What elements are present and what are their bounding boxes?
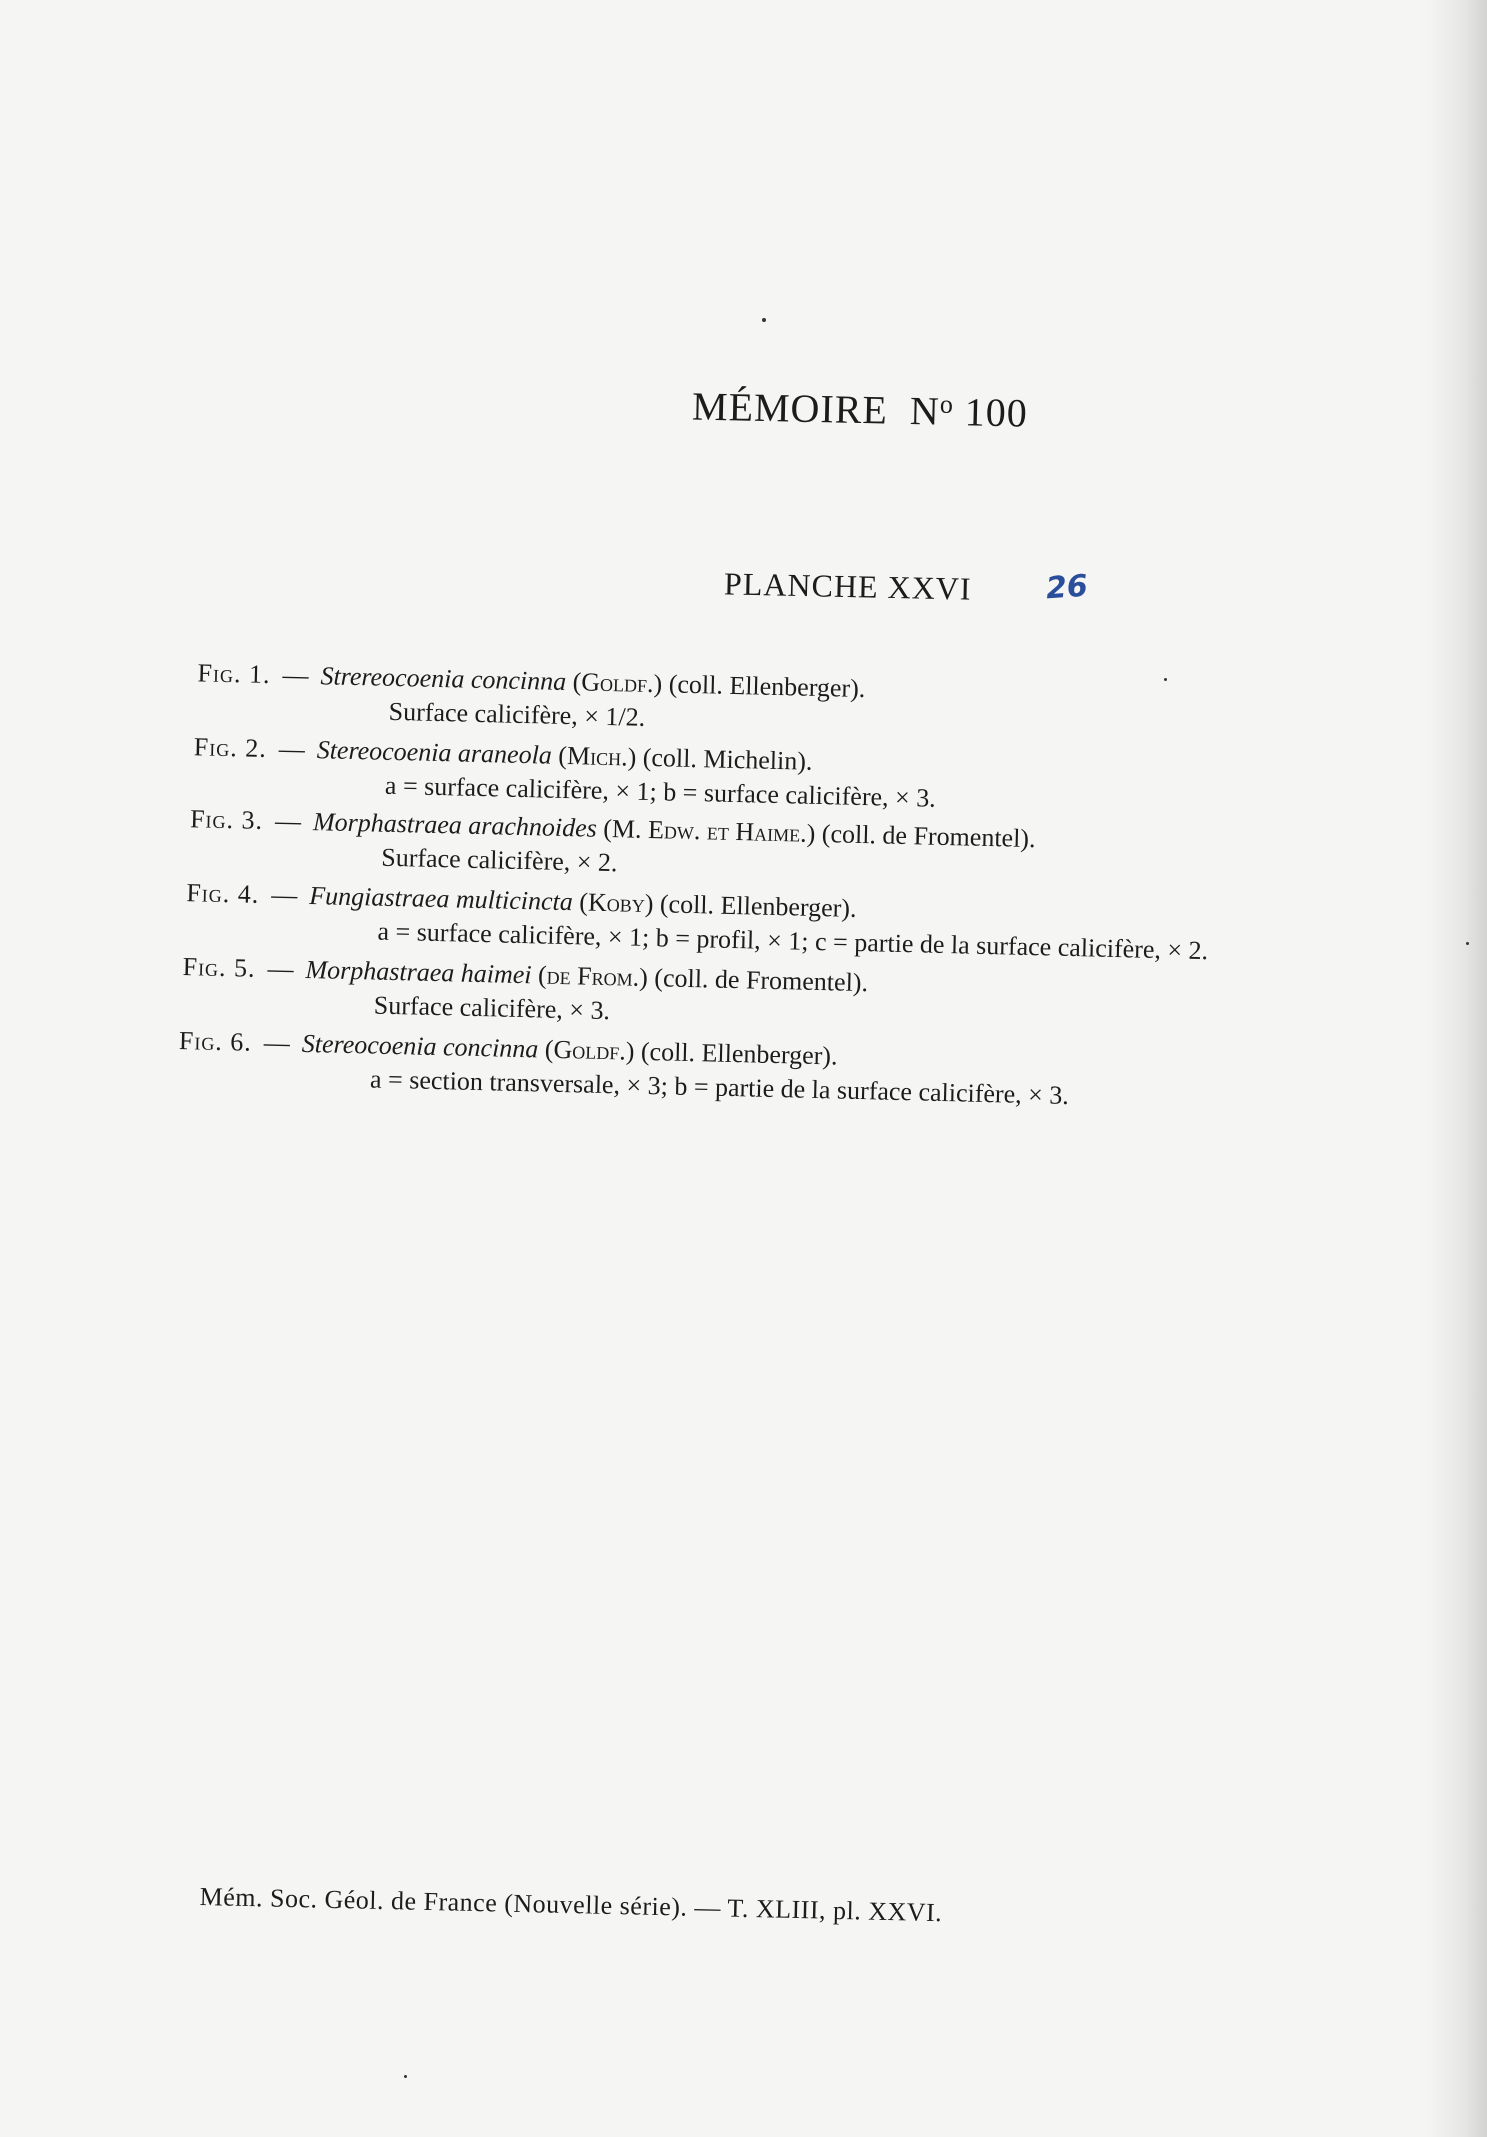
handwritten-note: 26 bbox=[1044, 568, 1089, 607]
figure-detail: a = section transversale, × 3; b = partie de la surface calicifère, × 3. bbox=[369, 1064, 1070, 1110]
collection-name: (coll. Michelin). bbox=[642, 742, 813, 776]
journal-citation-footer: Mém. Soc. Géol. de France (Nouvelle série). — T. XLIII, pl. XXVI. bbox=[199, 1882, 943, 1928]
collection-name: (coll. Ellenberger). bbox=[659, 889, 857, 923]
species-name: Stereocoenia araneola bbox=[316, 735, 553, 770]
figure-legend bbox=[174, 656, 1444, 1122]
species-name: Strereocoenia concinna bbox=[320, 661, 567, 697]
number-prefix: N bbox=[909, 388, 941, 434]
figure-entry-6: Fig. 6. — Stereocoenia concinna (Goldf.) (coll. Ellenberger). a = section transversale, × 3; b = partie de la surface calicifère, × 3. bbox=[164, 1024, 1435, 1122]
figure-dash: — bbox=[271, 880, 298, 910]
memoire-number: 100 bbox=[964, 389, 1029, 436]
figure-entry-3: Fig. 3. — Morphastraea arachnoides (M. Edw. et Haime.) (coll. de Fromentel). Surface calicifère, × 2. bbox=[175, 802, 1440, 900]
figure-label: Fig. 5. bbox=[182, 952, 256, 983]
figure-entry-5: Fig. 5. — Morphastraea haimei (de From.) (coll. de Fromentel). Surface calicifère, × 3. bbox=[167, 950, 1436, 1048]
speck-mark bbox=[404, 2075, 407, 2078]
figure-label: Fig. 3. bbox=[189, 804, 264, 835]
figure-dash: — bbox=[278, 734, 306, 764]
species-author: Mich. bbox=[566, 741, 628, 772]
species-name: Fungiastraea multicincta bbox=[309, 881, 574, 917]
memoire-word: MÉMOIRE bbox=[691, 383, 889, 433]
figure-entry-1: Fig. 1. — Strereocoenia concinna (Goldf.) (coll. Ellenberger). Surface calicifère, × 1/2. bbox=[182, 656, 1443, 754]
figure-entry-2: Fig. 2. — Stereocoenia araneola (Mich.) (coll. Michelin). a = surface calicifère, × 1; b = surface calicifère, × 3. bbox=[179, 730, 1442, 828]
collection-name: (coll. de Fromentel). bbox=[654, 963, 869, 998]
figure-dash: — bbox=[263, 1027, 291, 1058]
planche-title: PLANCHE XXVI bbox=[723, 565, 972, 607]
speck-mark bbox=[762, 318, 766, 322]
figure-detail: a = surface calicifère, × 1; b = surface calicifère, × 3. bbox=[384, 770, 937, 813]
species-name: Stereocoenia concinna bbox=[301, 1028, 539, 1064]
figure-dash: — bbox=[267, 954, 294, 984]
figure-detail: Surface calicifère, × 2. bbox=[380, 842, 618, 878]
species-author: Koby bbox=[587, 887, 646, 918]
figure-detail: Surface calicifère, × 1/2. bbox=[388, 696, 646, 732]
species-name: Morphastraea haimei bbox=[305, 954, 532, 990]
figure-dash: — bbox=[274, 806, 302, 836]
figure-label: Fig. 2. bbox=[193, 732, 268, 763]
figure-detail: Surface calicifère, × 3. bbox=[373, 990, 611, 1026]
page-edge-shadow bbox=[1427, 0, 1487, 2137]
memoire-title bbox=[692, 382, 1029, 436]
number-superscript: o bbox=[939, 389, 955, 419]
species-author: Goldf. bbox=[581, 667, 654, 699]
collection-name: (coll. Ellenberger). bbox=[640, 1036, 838, 1071]
figure-label: Fig. 1. bbox=[197, 658, 271, 690]
speck-mark bbox=[1164, 678, 1167, 681]
figure-entry-4: Fig. 4. — Fungiastraea multicincta (Koby) (coll. Ellenberger). a = surface calicifère, × 1; b = profil, × 1; c = partie de la surface calicifère, × 2. bbox=[171, 876, 1438, 974]
species-name: Morphastraea arachnoides bbox=[312, 807, 598, 843]
collection-name: (coll. de Fromentel). bbox=[821, 819, 1036, 854]
collection-name: (coll. Ellenberger). bbox=[668, 669, 866, 704]
species-author: Goldf. bbox=[553, 1034, 627, 1066]
speck-mark bbox=[1466, 942, 1469, 945]
figure-detail: a = surface calicifère, × 1; b = profil, × 1; c = partie de la surface calicifère, × 2. bbox=[377, 916, 1209, 966]
figure-dash: — bbox=[282, 660, 309, 690]
species-author: M. Edw. et Haime. bbox=[611, 814, 808, 848]
species-author: de From. bbox=[546, 960, 640, 992]
figure-label: Fig. 6. bbox=[178, 1025, 253, 1057]
figure-label: Fig. 4. bbox=[186, 878, 260, 909]
